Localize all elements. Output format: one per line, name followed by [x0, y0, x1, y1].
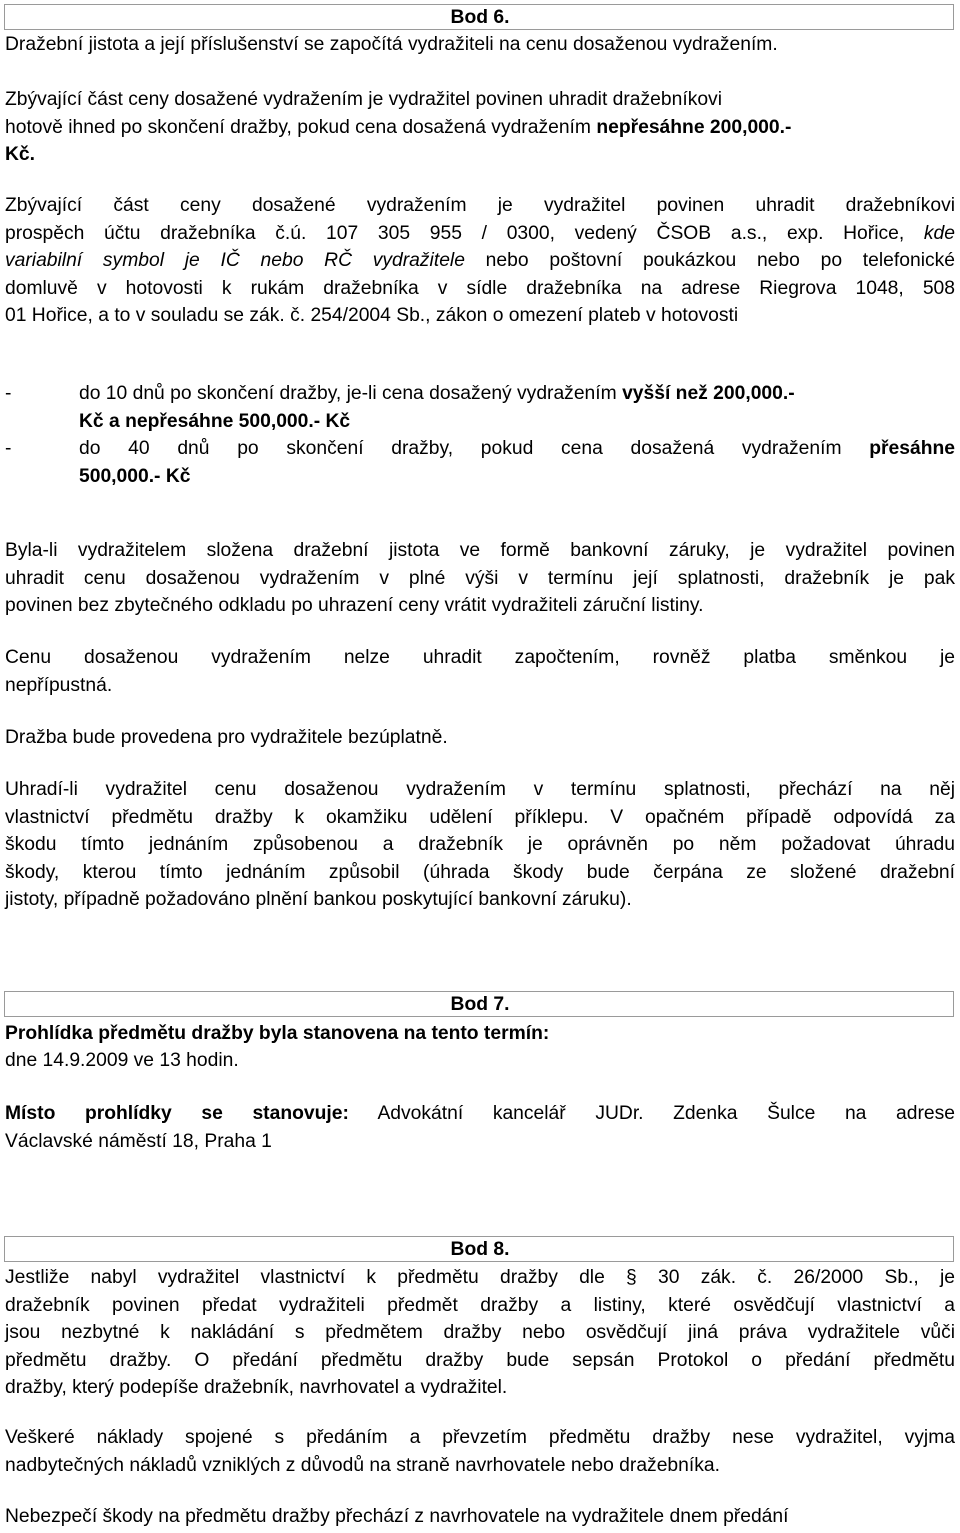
paragraph-line: nadbytečných nákladů vzniklých z důvodů na straně navrhovatele nebo dražebníka. [5, 1454, 720, 1476]
paragraph-line: škodu tímto jednáním způsobenou a dražebník je oprávněn po něm požadovat úhradu [5, 834, 955, 856]
list-item: - do 10 dnů po skončení dražby, je-li cena dosažený vydražením vyšší než 200,000.- [5, 383, 795, 404]
paragraph-line: Cenu dosaženou vydražením nelze uhradit započtením, rovněž platba směnkou je [5, 647, 955, 668]
paragraph-line: dražby, který podepíše dražebník, navrhovatel a vydražitel. [5, 1377, 508, 1399]
list-item-continuation: 500,000.- Kč [79, 465, 191, 487]
paragraph-line: 01 Hořice, a to v souladu se zák. č. 254/2004 Sb., zákon o omezení plateb v hotovosti [5, 305, 739, 327]
paragraph [5, 537, 955, 620]
paragraph-line: vlastnictví předmětu dražby k okamžiku udělení příklepu. V opačném případě odpovídá za [5, 806, 955, 828]
paragraph-line: předmětu dražby. O předání předmětu dražby bude sepsán Protokol o předání předmětu [5, 1349, 955, 1371]
paragraph-line: Václavské náměstí 18, Praha 1 [5, 1130, 272, 1152]
paragraph-line: variabilní symbol je IČ nebo RČ vydražitele nebo poštovní poukázkou nebo po telefonické [5, 250, 955, 272]
list-item-continuation: Kč a nepřesáhne 500,000.- Kč [79, 410, 351, 432]
payment-term-list [5, 380, 955, 490]
paragraph-line: Místo prohlídky se stanovuje: Advokátní kancelář JUDr. Zdenka Šulce na adrese [5, 1103, 955, 1124]
inspection-date: dne 14.9.2009 ve 13 hodin. [5, 1050, 239, 1071]
paragraph-line: Jestliže nabyl vydražitel vlastnictví k předmětu dražby dle § 30 zák. č. 26/2000 Sb., je [5, 1267, 955, 1288]
paragraph-line: hotově ihned po skončení dražby, pokud cena dosažená vydražením nepřesáhne 200,000.- [5, 116, 792, 138]
paragraph-line: Dražba bude provedena pro vydražitele bezúplatně. [5, 727, 448, 748]
paragraph [5, 776, 955, 914]
paragraph-line: Kč. [5, 144, 36, 166]
paragraph-line: Veškeré náklady spojené s předáním a převzetím předmětu dražby nese vydražitel, vyjma [5, 1427, 955, 1448]
paragraph-line: škody, kterou tímto jednáním způsobil (úhrada škody bude čerpána ze složené dražební [5, 861, 955, 883]
paragraph [5, 1424, 955, 1479]
paragraph [5, 86, 955, 169]
paragraph [5, 644, 955, 699]
paragraph-line: nepřípustná. [5, 674, 113, 696]
paragraph-line: jistoty, případně požadováno plnění bankou poskytující bankovní záruku). [5, 889, 632, 911]
inspection-title: Prohlídka předmětu dražby byla stanovena na tento termín: [5, 1023, 550, 1044]
list-item: - do 40 dnů po skončení dražby, pokud cena dosažená vydražením přesáhne [5, 438, 955, 460]
paragraph-line: povinen bez zbytečného odkladu po uhrazení ceny vrátit vydražiteli záruční listiny. [5, 595, 704, 617]
paragraph [5, 192, 955, 330]
paragraph-line: domluvě v hotovosti k rukám dražebníka v sídle dražebníka na adrese Riegrova 1048, 508 [5, 277, 955, 299]
amount-limit: nepřesáhne 200,000.- [596, 116, 792, 138]
paragraph-line: jsou nezbytné k nakládání s předmětem dražby nebo osvědčují jiná práva vydražitele vůči [5, 1322, 955, 1344]
paragraph-line: Nebezpečí škody na předmětu dražby přechází z navrhovatele na vydražitele dnem předání [5, 1506, 789, 1527]
section-heading: Bod 8. [450, 1239, 510, 1260]
paragraph-line: Zbývající část ceny dosažené vydražením je vydražitel povinen uhradit dražebníkovi [5, 89, 722, 110]
paragraph-line: uhradit cenu dosaženou vydražením v plné výši v termínu její splatnosti, dražebník je pak [5, 567, 955, 589]
paragraph-line: Uhradí-li vydražitel cenu dosaženou vydražením v termínu splatnosti, přechází na něj [5, 779, 955, 800]
paragraph-line: prospěch účtu dražebníka č.ú. 107 305 955 / 0300, vedený ČSOB a.s., exp. Hořice, kde [5, 222, 955, 244]
paragraph [5, 1264, 955, 1402]
paragraph-line: Byla-li vydražitelem složena dražební jistota ve formě bankovní záruky, je vydražitel povinen [5, 540, 955, 561]
section-heading: Bod 6. [450, 7, 510, 28]
paragraph-line: Dražební jistota a její příslušenství se započítá vydražiteli na cenu dosaženou vydražením. [5, 34, 778, 55]
section-heading: Bod 7. [450, 994, 510, 1015]
paragraph-line: dražebník povinen předat vydražiteli předmět dražby a listiny, které osvědčují vlastnictví a [5, 1294, 955, 1316]
inspection-place [5, 1100, 955, 1155]
paragraph-line: Zbývající část ceny dosažené vydražením je vydražitel povinen uhradit dražebníkovi [5, 195, 955, 216]
